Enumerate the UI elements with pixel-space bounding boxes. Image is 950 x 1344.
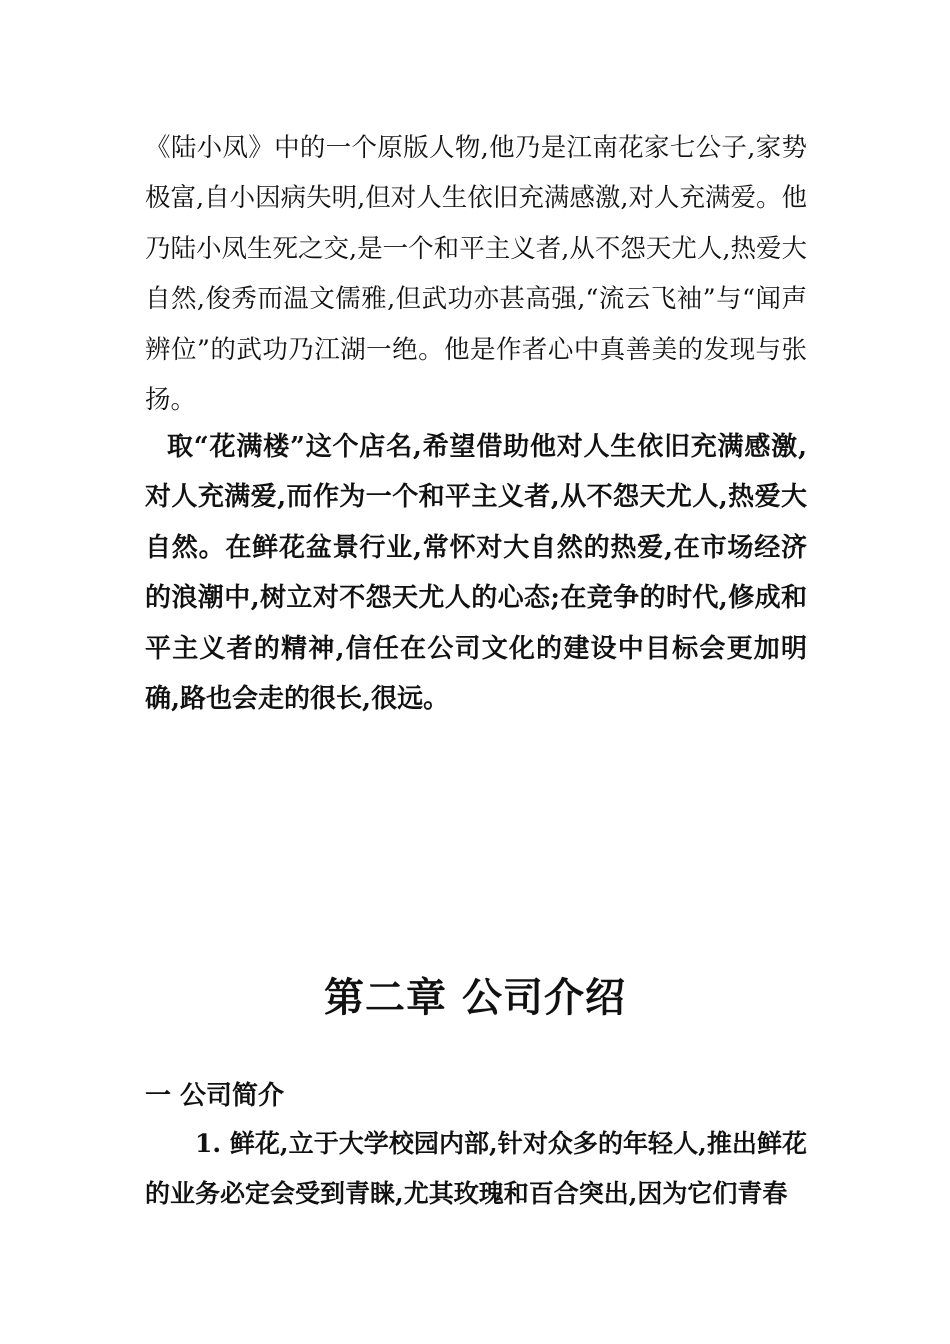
body-paragraph-bold: 取“花满楼”这个店名,希望借助他对人生依旧充满感激,对人充满爱,而作为一个和平主义者,从不怨天尤人,热爱大自然。在鲜花盆景行业,常怀对大自然的热爱,在市场经济的浪潮中,树立对不怨天尤人的心态;在竞争的时代,修成和平主义者的精神,信任在公司文化的建设中目标会更加明确,路也会走的很长,很远。 (145, 432, 807, 715)
body-paragraph-numbered: 1. 鲜花,立于大学校园内部,针对众多的年轻人,推出鲜花的业务必定会受到青睐,尤其玫瑰和百合突出,因为它们青春 (145, 1129, 807, 1209)
body-paragraph: 《陆小凤》中的一个原版人物,他乃是江南花家七公子,家势极富,自小因病失明,但对人生依旧充满感激,对人充满爱。他乃陆小凤生死之交,是一个和平主义者,从不怨天尤人,热爱大自然,俊秀而温文儒雅,但武功亦甚高强,“流云飞袖”与“闻声辨位”的武功乃江湖一绝。他是作者心中真善美的发现与张扬。 (145, 133, 807, 416)
chapter-title: 第二章 公司介绍 (324, 974, 626, 1021)
section-heading: 一 公司简介 (145, 1081, 285, 1111)
